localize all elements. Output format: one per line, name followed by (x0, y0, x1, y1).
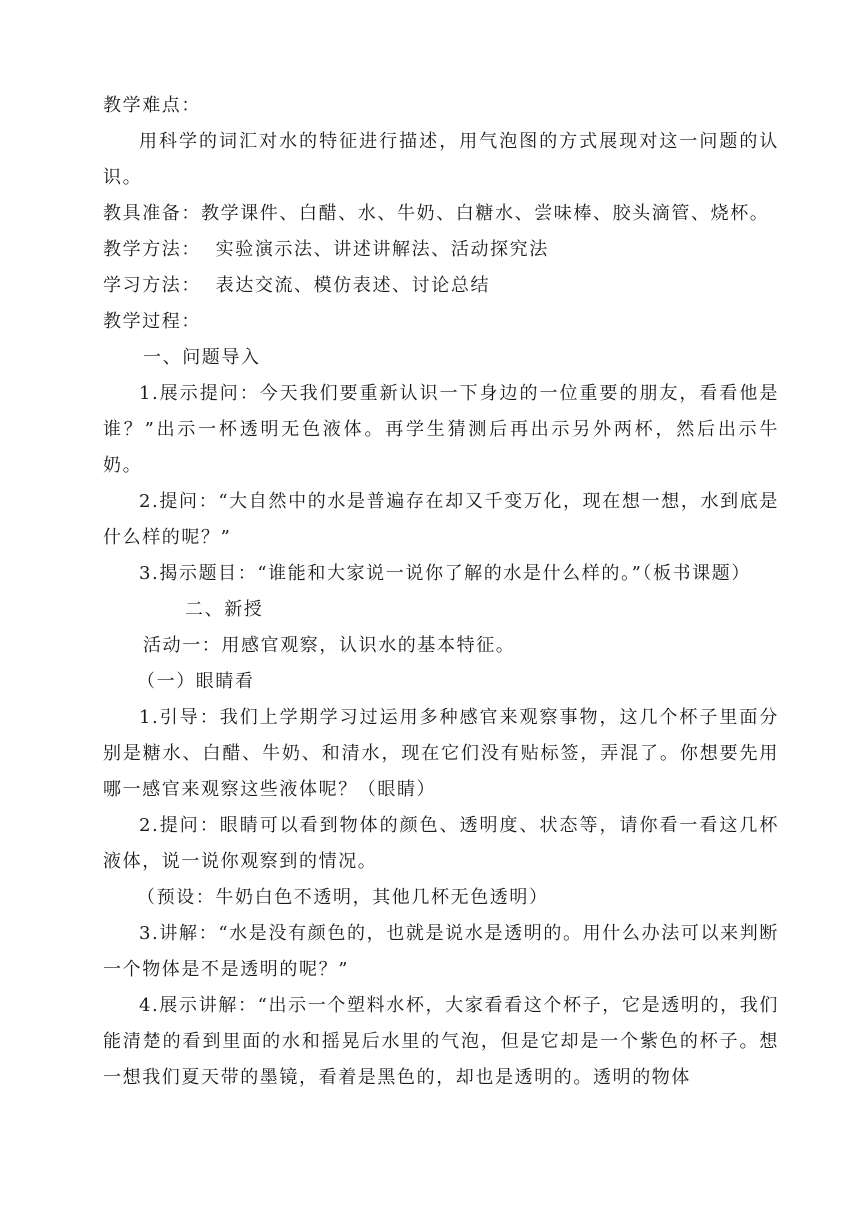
section-heading-intro: 一、问题导入 (143, 347, 261, 368)
paragraph-activity-step-4: 4.展示讲解：“出示一个塑料水杯，大家看看这个杯子，它是透明的，我们能清楚的看到里面的水和摇晃后水里的气泡，但是它却是一个紫色的杯子。想一想我们夏天带的墨镜，看着是黑色的，却也是透明的。透明的物体 (103, 995, 779, 1088)
paragraph-intro-step-1: 1.展示提问：今天我们要重新认识一下身边的一位重要的朋友，看看他是谁？”出示一杯透明无色液体。再学生猜测后再出示另外两杯，然后出示牛奶。 (103, 383, 779, 476)
paragraph-difficulty-detail: 用科学的词汇对水的特征进行描述，用气泡图的方式展现对这一问题的认识。 (103, 131, 779, 188)
subheading-eyes-look: （一）眼睛看 (137, 671, 255, 692)
line-prediction-note: （预设：牛奶白色不透明，其他几杯无色透明） (137, 887, 549, 908)
line-teaching-methods: 教学方法： 实验演示法、讲述讲解法、活动探究法 (103, 239, 549, 260)
section-heading-new-lesson: 二、新授 (185, 599, 264, 620)
paragraph-intro-step-2: 2.提问：“大自然中的水是普遍存在却又千变万化，现在想一想，水到底是什么样的呢？” (103, 491, 779, 548)
paragraph-activity-step-1: 1.引导：我们上学期学习过运用多种感官来观察事物，这几个杯子里面分别是糖水、白醋、牛奶、和清水，现在它们没有贴标签，弄混了。你想要先用哪一感官来观察这些液体呢？（眼睛） (103, 707, 779, 800)
paragraph-activity-step-3: 3.讲解：“水是没有颜色的，也就是说水是透明的。用什么办法可以来判断一个物体是不是透明的呢？” (103, 923, 779, 980)
line-activity-one: 活动一：用感官观察，认识水的基本特征。 (143, 635, 516, 656)
line-teaching-materials: 教具准备：教学课件、白醋、水、牛奶、白糖水、尝味棒、胶头滴管、烧杯。 (103, 203, 770, 224)
document-body (103, 88, 779, 1096)
paragraph-intro-step-3: 3.揭示题目：“谁能和大家说一说你了解的水是什么样的。”（板书课题） (139, 563, 751, 584)
line-learning-methods: 学习方法： 表达交流、模仿表述、讨论总结 (103, 275, 491, 296)
heading-teaching-process: 教学过程： (103, 311, 201, 332)
heading-teaching-difficulty: 教学难点： (103, 95, 201, 116)
paragraph-activity-step-2: 2.提问：眼睛可以看到物体的颜色、透明度、状态等，请你看一看这几杯液体，说一说你观察到的情况。 (103, 815, 779, 872)
